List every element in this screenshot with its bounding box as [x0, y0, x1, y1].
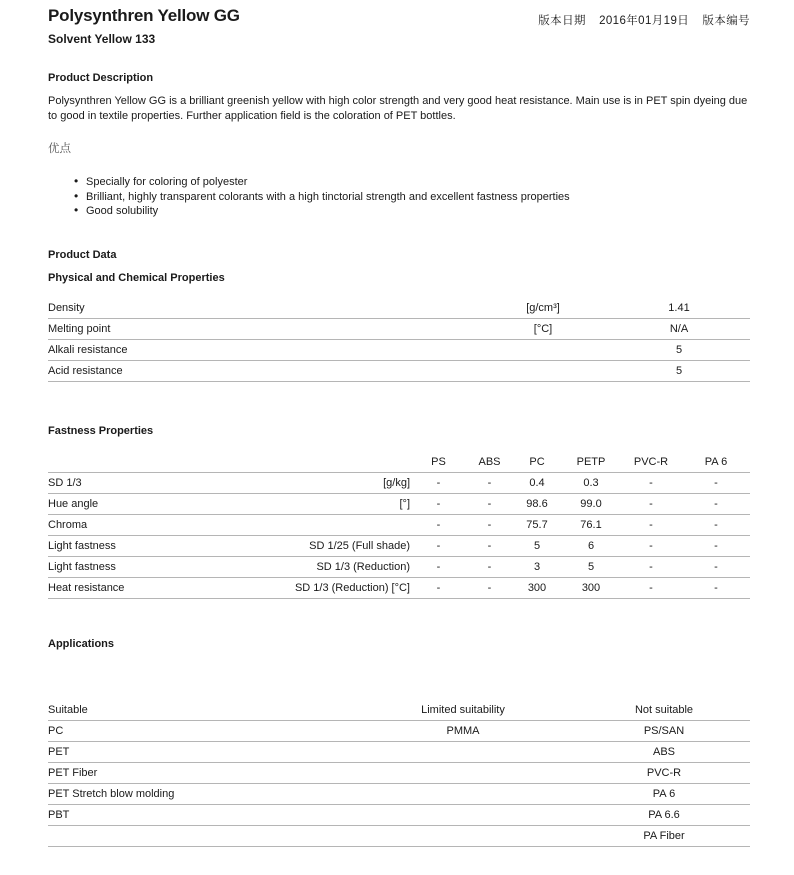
table-header-row	[48, 700, 750, 721]
physical-property-value: 5	[608, 340, 750, 361]
fastness-value-abs: -	[467, 494, 512, 515]
fastness-value-petp: 5	[562, 557, 620, 578]
column-header-pc: PC	[512, 452, 562, 473]
physical-property-name: Density	[48, 298, 478, 319]
fastness-value-pa6: -	[682, 578, 750, 599]
fastness-value-pvcr: -	[620, 515, 682, 536]
page-title: Polysynthren Yellow GG	[48, 6, 240, 25]
fastness-value-abs: -	[467, 473, 512, 494]
fastness-value-pa6: -	[682, 515, 750, 536]
fastness-value-ps: -	[410, 578, 467, 599]
fastness-value-pc: 0.4	[512, 473, 562, 494]
table-row	[48, 340, 750, 361]
table-row	[48, 784, 750, 805]
fastness-property-name: Heat resistance	[48, 578, 258, 599]
fastness-value-pvcr: -	[620, 536, 682, 557]
physical-property-unit: [°C]	[478, 319, 608, 340]
fastness-condition: SD 1/25 (Full shade)	[258, 536, 410, 557]
fastness-value-petp: 0.3	[562, 473, 620, 494]
physical-property-name: Acid resistance	[48, 361, 478, 382]
column-header-petp: PETP	[562, 452, 620, 473]
fastness-value-ps: -	[410, 536, 467, 557]
fastness-value-pvcr: -	[620, 473, 682, 494]
applications-heading: Applications	[48, 638, 115, 650]
fastness-value-pc: 3	[512, 557, 562, 578]
table-row	[48, 721, 750, 742]
application-suitable: PET Fiber	[48, 763, 348, 784]
fastness-condition: SD 1/3 (Reduction)	[258, 557, 410, 578]
table-row	[48, 557, 750, 578]
fastness-property-name: Chroma	[48, 515, 258, 536]
column-header-pa6: PA 6	[682, 452, 750, 473]
fastness-header-blank-2	[258, 452, 410, 473]
application-suitable: PC	[48, 721, 348, 742]
fastness-value-pa6: -	[682, 557, 750, 578]
product-description-paragraph: Polysynthren Yellow GG is a brilliant greenish yellow with high color strength and very good heat resistance. Main use is in PET spin dyeing due to good in textile properties. Further application field is the coloration of PET bottles.	[48, 95, 748, 122]
table-row	[48, 473, 750, 494]
application-not-suitable: PA Fiber	[578, 826, 750, 847]
application-not-suitable: ABS	[578, 742, 750, 763]
fastness-header-blank-1	[48, 452, 258, 473]
table-row	[48, 298, 750, 319]
application-not-suitable: PVC-R	[578, 763, 750, 784]
fastness-value-abs: -	[467, 536, 512, 557]
column-header-suitable: Suitable	[48, 700, 348, 721]
fastness-value-petp: 99.0	[562, 494, 620, 515]
table-row	[48, 805, 750, 826]
column-header-not-suitable: Not suitable	[578, 700, 750, 721]
application-not-suitable: PS/SAN	[578, 721, 750, 742]
fastness-value-abs: -	[467, 557, 512, 578]
fastness-value-pa6: -	[682, 494, 750, 515]
table-header-row	[48, 452, 750, 473]
column-header-ps: PS	[410, 452, 467, 473]
fastness-condition: SD 1/3 (Reduction) [°C]	[258, 578, 410, 599]
application-limited	[348, 784, 578, 805]
physical-property-value: 5	[608, 361, 750, 382]
benefits-list	[48, 175, 570, 219]
application-suitable	[48, 826, 348, 847]
fastness-value-pa6: -	[682, 536, 750, 557]
physical-properties-table	[48, 298, 750, 382]
physical-property-value: N/A	[608, 319, 750, 340]
table-row	[48, 742, 750, 763]
list-item: • Brilliant, highly transparent colorants with a high tinctorial strength and excellent fastness properties	[86, 190, 570, 205]
fastness-value-pc: 75.7	[512, 515, 562, 536]
physical-property-value: 1.41	[608, 298, 750, 319]
fastness-value-abs: -	[467, 578, 512, 599]
fastness-value-abs: -	[467, 515, 512, 536]
physical-property-name: Melting point	[48, 319, 478, 340]
fastness-value-pvcr: -	[620, 494, 682, 515]
applications-table	[48, 700, 750, 847]
application-limited: PMMA	[348, 721, 578, 742]
revision-info	[538, 12, 750, 28]
fastness-value-petp: 6	[562, 536, 620, 557]
application-limited	[348, 742, 578, 763]
list-item: • Good solubility	[86, 204, 570, 219]
fastness-value-ps: -	[410, 473, 467, 494]
colour-index-subtitle: Solvent Yellow 133	[48, 32, 156, 46]
fastness-value-petp: 300	[562, 578, 620, 599]
fastness-condition	[258, 515, 410, 536]
list-item: • Specially for coloring of polyester	[86, 175, 570, 190]
fastness-value-ps: -	[410, 515, 467, 536]
application-suitable: PBT	[48, 805, 348, 826]
product-description-heading: Product Description	[48, 72, 154, 84]
revision-date-label: 版本日期	[538, 15, 586, 27]
table-row	[48, 515, 750, 536]
fastness-value-pvcr: -	[620, 578, 682, 599]
fastness-condition: [°]	[258, 494, 410, 515]
table-row	[48, 826, 750, 847]
revision-date-value: 2016年01月19日	[599, 15, 690, 27]
application-suitable: PET	[48, 742, 348, 763]
fastness-properties-table	[48, 452, 750, 599]
application-limited	[348, 805, 578, 826]
table-row	[48, 319, 750, 340]
benefits-heading: 优点	[48, 143, 71, 155]
fastness-value-pc: 5	[512, 536, 562, 557]
physical-property-unit: [g/cm³]	[478, 298, 608, 319]
column-header-abs: ABS	[467, 452, 512, 473]
table-row	[48, 578, 750, 599]
fastness-value-pc: 98.6	[512, 494, 562, 515]
fastness-value-pc: 300	[512, 578, 562, 599]
physical-property-unit	[478, 340, 608, 361]
physical-property-name: Alkali resistance	[48, 340, 478, 361]
fastness-value-pa6: -	[682, 473, 750, 494]
table-row	[48, 361, 750, 382]
table-row	[48, 763, 750, 784]
physical-property-unit	[478, 361, 608, 382]
application-not-suitable: PA 6.6	[578, 805, 750, 826]
fastness-condition: [g/kg]	[258, 473, 410, 494]
table-row	[48, 494, 750, 515]
fastness-property-name: Light fastness	[48, 536, 258, 557]
column-header-limited: Limited suitability	[348, 700, 578, 721]
application-not-suitable: PA 6	[578, 784, 750, 805]
fastness-property-name: SD 1/3	[48, 473, 258, 494]
table-row	[48, 536, 750, 557]
revision-number-label: 版本编号	[702, 15, 750, 27]
document-header	[48, 6, 750, 52]
application-suitable: PET Stretch blow molding	[48, 784, 348, 805]
application-limited	[348, 763, 578, 784]
fastness-value-pvcr: -	[620, 557, 682, 578]
column-header-pvcr: PVC-R	[620, 452, 682, 473]
fastness-property-name: Light fastness	[48, 557, 258, 578]
physical-properties-heading: Physical and Chemical Properties	[48, 272, 225, 284]
fastness-value-ps: -	[410, 557, 467, 578]
fastness-value-ps: -	[410, 494, 467, 515]
fastness-property-name: Hue angle	[48, 494, 258, 515]
fastness-value-petp: 76.1	[562, 515, 620, 536]
fastness-properties-heading: Fastness Properties	[48, 425, 154, 437]
application-limited	[348, 826, 578, 847]
product-data-heading: Product Data	[48, 249, 117, 261]
